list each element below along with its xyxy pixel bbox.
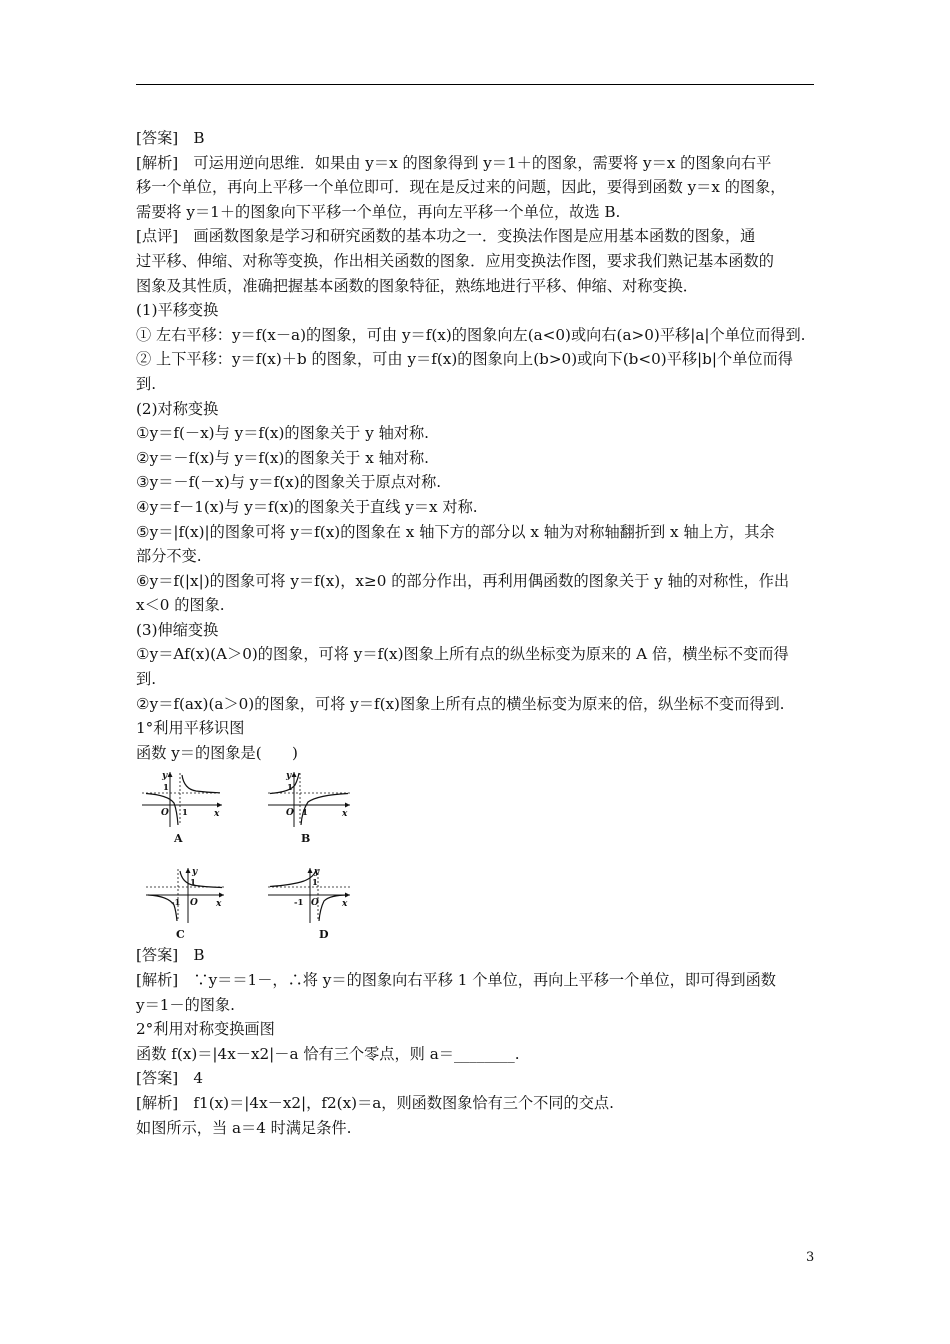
text-line: ③y＝－f(－x)与 y＝f(x)的图象关于原点对称. [136,473,442,492]
text-line: ⑥y＝f(|x|)的图象可将 y＝f(x)，x≥0 的部分作出，再利用偶函数的图象关于 y 轴的对称性，作出 [136,571,790,590]
text-line: 过平移、伸缩、对称等变换，作出相关函数的图象．应用变换法作图，要求我们熟记基本函数的 [136,251,774,270]
graph-option-a [136,769,226,846]
text-line: ①y＝Af(x)(A＞0)的图象，可将 y＝f(x)图象上所有点的纵坐标变为原来的 A 倍，横坐标不变而得 [136,645,789,664]
graph-option-c [142,865,232,942]
axis-y-label: y [314,867,320,878]
section-heading: 2°利用对称变换画图 [136,1020,275,1039]
origin-label: O [190,898,198,909]
text-line: 部分不变. [136,547,202,566]
text-line: ②y＝－f(x)与 y＝f(x)的图象关于 x 轴对称. [136,448,429,467]
axis-x-label: x [342,899,348,910]
question-line: 函数 y＝的图象是( ) [136,743,298,762]
text-line: [答案] B [136,946,205,965]
axis-y-label: y [192,867,198,878]
axis-y-label: y [162,771,168,782]
text-line: [解析] f1(x)＝|4x－x2|，f2(x)＝a，则函数图象恰有三个不同的交点. [136,1094,614,1112]
graph-option-d [264,865,354,942]
text-line: 需要将 y＝1＋的图象向下平移一个单位，再向左平移一个单位，故选 B. [136,202,621,221]
page-body [136,126,822,1140]
option-caption: C [176,928,185,942]
axis-x-label: x [216,899,222,910]
text-line: ⑤y＝|f(x)|的图象可将 y＝f(x)的图象在 x 轴下方的部分以 x 轴为对称轴翻折到 x 轴上方，其余 [136,522,775,541]
text-line: 到. [136,670,157,689]
text-line: [点评] 画函数图象是学习和研究函数的基本功之一．变换法作图是应用基本函数的图象，通 [136,227,756,246]
text-line: ② 上下平移：y＝f(x)＋b 的图象，可由 y＝f(x)的图象向上(b>0)或向下(b<0)平移|b|个单位而得 [136,350,793,369]
tick-label: 1 [163,783,169,794]
tick-label: 1 [182,808,188,819]
text-line: ①y＝f(－x)与 y＝f(x)的图象关于 y 轴对称. [136,424,429,443]
option-caption: B [301,832,311,846]
text-line: x＜0 的图象. [136,596,225,615]
answer-choice-figures [136,765,376,943]
axis-x-label: x [342,809,348,820]
text-line: 图象及其性质，准确把握基本函数的图象特征，熟练地进行平移、伸缩、对称变换． [136,276,698,295]
text-line: 到. [136,374,157,393]
section-heading: (1)平移变换 [136,301,219,320]
section-heading: 1°利用平移识图 [136,719,245,738]
text-line: [解析] 可运用逆向思维．如果由 y＝x 的图象得到 y＝1＋的图象，需要将 y＝x 的图象向右平 [136,153,772,172]
text-line: y＝1－的图象. [136,995,236,1014]
section-heading: (2)对称变换 [136,399,219,418]
text-line: ④y＝f－1(x)与 y＝f(x)的图象关于直线 y＝x 对称. [136,497,478,516]
section-heading: (3)伸缩变换 [136,620,219,639]
tick-label: 1 [302,808,308,819]
axis-y-label: y [286,771,292,782]
tick-label: 1 [190,878,196,889]
tick-label: -1 [294,898,304,909]
text-line: ① 左右平移：y＝f(x－a)的图象，可由 y＝f(x)的图象向左(a<0)或向右(a>0)平移|a|个单位而得到. [136,325,806,344]
origin-label: O [286,808,294,819]
origin-label: O [161,808,169,819]
tick-label: -1 [171,898,181,909]
text-line: [解析] ∵y＝＝1－，∴将 y＝的图象向右平移 1 个单位，再向上平移一个单位，即可得到函数 [136,971,776,990]
tick-label: 1 [287,783,293,794]
text-line: [答案] 4 [136,1069,204,1088]
axis-x-label: x [214,809,220,820]
option-caption: D [319,928,329,942]
option-caption: A [174,832,183,846]
text-line: ②y＝f(ax)(a＞0)的图象，可将 y＝f(x)图象上所有点的横坐标变为原来的倍，纵坐标不变而得到. [136,694,785,713]
text-line: [答案] B [136,129,205,147]
text-line: 移一个单位，再向上平移一个单位即可．现在是反过来的问题，因此，要得到函数 y＝x 的图象， [136,178,786,197]
tick-label: 1 [312,878,318,889]
question-line: 函数 f(x)＝|4x－x2|－a 恰有三个零点，则 a＝________. [136,1044,520,1063]
page-number: 3 [806,1250,815,1265]
graph-option-b [264,769,354,846]
text-line: 如图所示，当 a＝4 时满足条件. [136,1118,352,1137]
header-rule [136,84,814,85]
origin-label: O [311,898,319,909]
